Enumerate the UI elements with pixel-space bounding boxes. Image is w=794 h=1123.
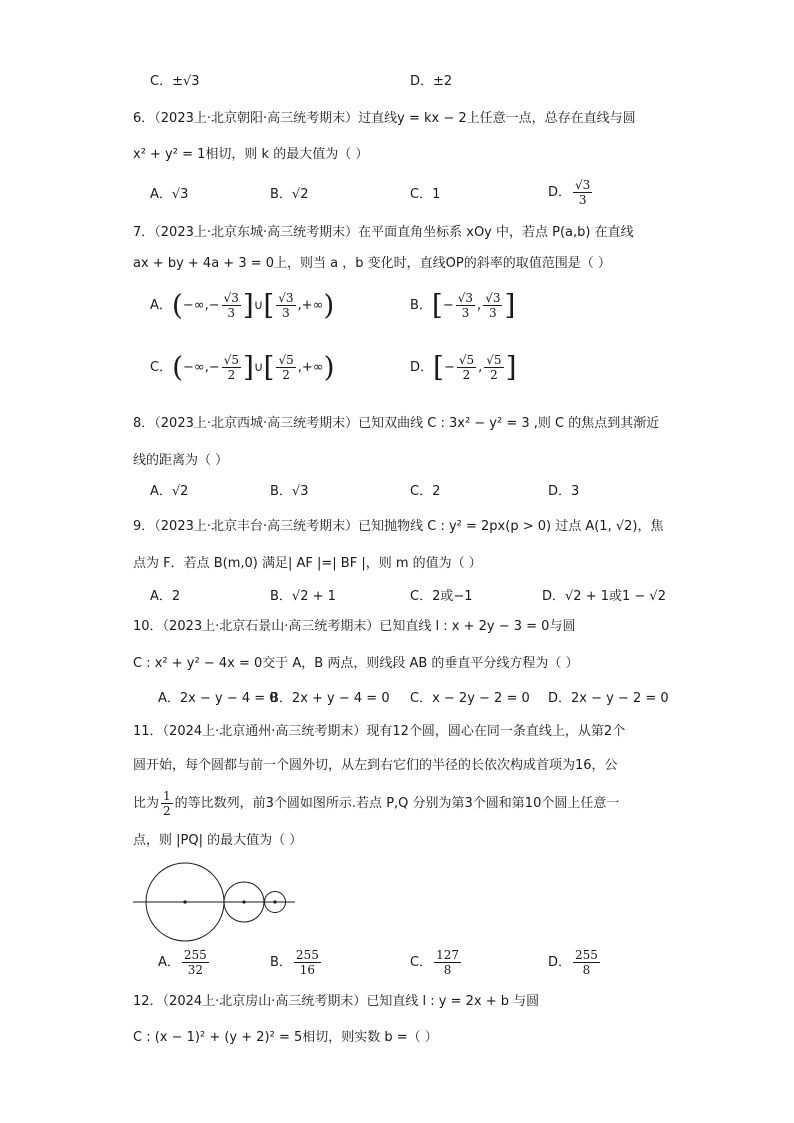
q7-option-c <box>150 350 335 384</box>
denominator: 3 <box>282 306 290 320</box>
fraction <box>276 291 295 320</box>
text-segment: 比为 <box>133 796 160 811</box>
denominator: 2 <box>490 368 498 382</box>
q6-option-c: C．1 <box>410 187 441 202</box>
q8-stem-line1: 8．（2023上·北京西城·高三统考期末）已知双曲线 C : 3x² − y² = 3 ,则 C 的焦点到其渐近 <box>133 416 660 431</box>
q11-option-d <box>548 948 602 977</box>
q12-stem-line2: C : (x − 1)² + (y + 2)² = 5相切，则实数 b =（ ） <box>133 1030 438 1045</box>
q6-option-a: A．√3 <box>150 187 189 202</box>
interval-right: ,+∞ <box>297 360 324 375</box>
fraction <box>573 178 592 207</box>
text-segment: 的等比数列，前3个圆如图所示.若点 P,Q 分别为第3个圆和第10个圆上任意一 <box>174 796 620 811</box>
bracket-right: ] <box>242 288 254 322</box>
q10-stem-line1: 10．（2023上·北京石景山·高三统考期末）已知直线 l : x + 2y − 3 = 0与圆 <box>133 619 576 634</box>
q9-option-c: C．2或−1 <box>410 589 473 604</box>
option-label: C． <box>410 955 433 970</box>
option-label: B． <box>410 298 432 313</box>
fraction <box>182 948 209 977</box>
bracket-right: ] <box>505 350 517 384</box>
q8-option-b: B．√3 <box>270 484 309 499</box>
interval-right: ,+∞ <box>297 298 324 313</box>
q8-option-d: D．3 <box>548 484 580 499</box>
q12-stem-line1: 12．（2024上·北京房山·高三统考期末）已知直线 l : y = 2x + b 与圆 <box>133 994 540 1009</box>
q10-stem-line2: C : x² + y² − 4x = 0交于 A，B 两点，则线段 AB 的垂直平分线方程为（ ） <box>133 656 579 671</box>
fraction <box>573 948 600 977</box>
denominator: 3 <box>578 193 587 207</box>
fraction <box>484 353 503 382</box>
fraction <box>294 948 321 977</box>
q7-option-a <box>150 288 335 322</box>
paren-left: ( <box>171 288 183 322</box>
q11-circles-figure <box>130 858 300 946</box>
fraction <box>483 291 502 320</box>
denominator: 3 <box>461 306 470 320</box>
denominator: 2 <box>163 804 171 818</box>
numerator: √3 <box>485 291 501 305</box>
numerator: √3 <box>223 291 239 305</box>
center-dot-1 <box>183 900 186 903</box>
q11-option-b <box>270 948 323 977</box>
numerator: 255 <box>295 948 319 962</box>
denominator: 2 <box>462 368 471 382</box>
numerator: 255 <box>183 948 207 962</box>
option-label: D． <box>548 185 572 200</box>
q8-option-c: C．2 <box>410 484 441 499</box>
q11-option-c <box>410 948 463 977</box>
numerator: √3 <box>575 178 591 192</box>
paren-right: ) <box>323 350 335 384</box>
q7-option-b: B．[− $\frac{√3}{3}$ , $\frac{√3}{3}$ ] <box>410 288 516 322</box>
denominator: 3 <box>489 306 497 320</box>
bracket-right: ] <box>243 350 254 384</box>
q6-option-d <box>548 178 594 207</box>
q8-stem-line2: 线的距离为（ ） <box>133 453 229 468</box>
q9-option-b: B．√2 + 1 <box>270 589 336 604</box>
center-dot-3 <box>273 900 276 903</box>
numerator: 127 <box>436 948 459 962</box>
q6-stem-line2: x² + y² = 1相切，则 k 的最大值为（ ） <box>133 147 369 162</box>
fraction <box>276 353 295 382</box>
numerator: √5 <box>223 353 240 367</box>
q10-option-a: A．2x − y − 4 = 0 <box>158 691 278 706</box>
q9-stem-line2: 点为 F．若点 B(m,0) 满足| AF |=| BF |，则 m 的值为（ ） <box>133 556 482 571</box>
q11-stem-line1: 11．（2024上·北京通州·高三统考期末）现有12个圆，圆心在同一条直线上，从第2个 <box>133 724 626 739</box>
q6-stem-line1: 6．（2023上·北京朝阳·高三统考期末）过直线y = kx − 2上任意一点，总存在直线与圆 <box>133 111 636 126</box>
bracket-left: [ <box>263 350 275 384</box>
bracket-right: ] <box>504 288 516 322</box>
fraction <box>434 948 461 977</box>
denominator: 8 <box>582 963 591 977</box>
bracket-left: [ <box>431 288 443 322</box>
q9-stem-line1: 9．（2023上·北京丰台·高三统考期末）已知抛物线 C : y² = 2px(p > 0) 过点 A(1, √2)，焦 <box>133 519 664 534</box>
q5-option-d: D．±2 <box>410 74 453 89</box>
paren-left: ( <box>172 350 184 384</box>
fraction <box>222 353 241 382</box>
center-dot-2 <box>242 900 245 903</box>
numerator: 255 <box>575 948 598 962</box>
q10-option-d: D．2x − y − 2 = 0 <box>548 691 669 706</box>
fraction <box>161 789 173 818</box>
fraction <box>222 291 241 320</box>
q11-stem-line4: 点，则 |PQ| 的最大值为（ ） <box>133 833 303 848</box>
minus-sign: − <box>442 298 454 313</box>
interval-left: −∞,− <box>182 298 220 313</box>
q11-option-a <box>158 948 211 977</box>
q8-option-a: A．√2 <box>150 484 189 499</box>
bracket-left: [ <box>433 350 444 384</box>
numerator: √3 <box>278 291 294 305</box>
union-symbol: ∪ <box>253 360 264 375</box>
numerator: √5 <box>458 353 475 367</box>
q7-option-d: D．[− $\frac{√5}{2}$ , $\frac{√5}{2}$ ] <box>410 350 517 384</box>
numerator: √5 <box>278 353 294 367</box>
q5-option-c: C．±√3 <box>150 74 200 89</box>
denominator: 3 <box>227 306 236 320</box>
q6-option-b: B．√2 <box>270 187 309 202</box>
denominator: 32 <box>187 963 203 977</box>
fraction <box>457 353 476 382</box>
numerator: √3 <box>457 291 474 305</box>
q11-stem-line3 <box>133 789 619 818</box>
fraction <box>456 291 475 320</box>
q10-option-b: B．2x + y − 4 = 0 <box>270 691 390 706</box>
union-symbol: ∪ <box>253 298 264 313</box>
q11-stem-line2: 圆开始，每个圆都与前一个圆外切，从左到右它们的半径的长依次构成首项为16，公 <box>133 758 618 773</box>
q10-option-c: C．x − 2y − 2 = 0 <box>410 691 530 706</box>
option-label: A． <box>150 298 172 313</box>
option-label: D． <box>548 955 572 970</box>
option-label: D． <box>410 360 434 375</box>
interval-left: −∞,− <box>183 360 220 375</box>
paren-right: ) <box>323 288 335 322</box>
numerator: √5 <box>486 353 502 367</box>
denominator: 2 <box>282 368 290 382</box>
denominator: 2 <box>227 368 236 382</box>
option-label: C． <box>150 360 173 375</box>
numerator: 1 <box>163 789 171 803</box>
q9-option-d: D．√2 + 1或1 − √2 <box>542 589 666 604</box>
q9-option-a: A．2 <box>150 589 181 604</box>
bracket-left: [ <box>263 288 275 322</box>
option-label: B． <box>270 955 292 970</box>
q7-stem-line1: 7．（2023上·北京东城·高三统考期末）在平面直角坐标系 xOy 中，若点 P(a,b) 在直线 <box>133 225 634 240</box>
minus-sign: − <box>443 360 455 375</box>
denominator: 16 <box>299 963 316 977</box>
option-label: A． <box>158 955 180 970</box>
q7-stem-line2: ax + by + 4a + 3 = 0上，则当 a ，b 变化时，直线OP的斜率的取值范围是（ ） <box>133 256 611 271</box>
denominator: 8 <box>443 963 452 977</box>
